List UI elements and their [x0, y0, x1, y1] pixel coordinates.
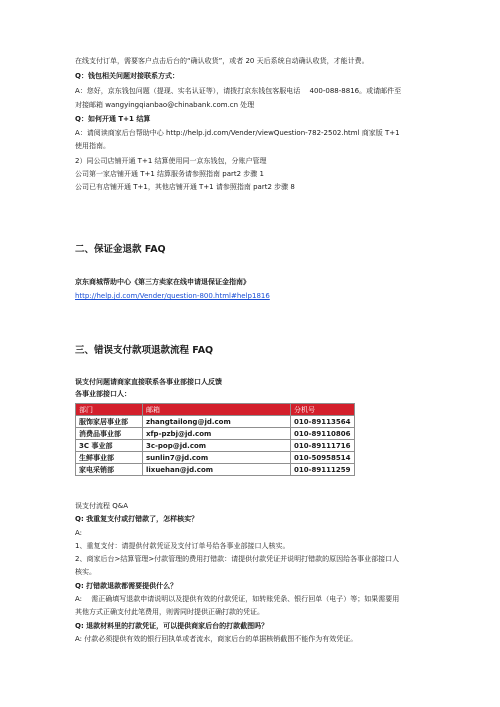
table-header-row: [76, 404, 355, 416]
header-email: 邮箱: [143, 404, 291, 416]
text-line: 对接邮箱 wangyingqianbao@chinabank.com.cn 处理: [75, 101, 255, 109]
cell-email: lixuehan@jd.com: [143, 464, 291, 476]
answer-line: A：您好，京东钱包问题（提现、实名认证等），请拨打京东钱包客服电话 400-088-8816。或请邮件至: [75, 87, 402, 95]
text-line: 1、重复支付：请提供付款凭证及支付订单号给各事业部接口人核实。: [75, 542, 290, 550]
text-line: 核实。: [75, 568, 96, 576]
cell-extension: 010-89113564: [291, 416, 355, 428]
text-line: 公司第一家店铺开通 T+1 结算服务请参照指南 part2 步骤 1: [75, 170, 264, 178]
answer-line: A: 需正确填写退款申请说明以及提供有效的付款凭证，如转账凭条、银行回单（电子）等；如果需要用: [75, 595, 400, 603]
header-extension: 分机号: [291, 404, 355, 416]
cell-email: xfp-pzbj@jd.com: [143, 428, 291, 440]
intro-line: 各事业部接口人：: [75, 390, 131, 398]
answer-line: A：请阅读商家后台帮助中心 http://help.jd.com/Vender/viewQuestion-782-2502.html 商家版 T+1: [75, 129, 400, 137]
cell-department: 生鲜事业部: [76, 452, 143, 464]
section-heading: 二、保证金退款 FAQ: [75, 244, 166, 255]
table-row: [76, 464, 355, 476]
table-row: [76, 416, 355, 428]
section-heading: 三、错误支付款项退款流程 FAQ: [75, 345, 214, 356]
cell-email: sunlin7@jd.com: [143, 452, 291, 464]
table-row: [76, 440, 355, 452]
table-row: [76, 452, 355, 464]
cell-department: 家电采销部: [76, 464, 143, 476]
cell-email: zhangtailong@jd.com: [143, 416, 291, 428]
question-line: Q: 退款材料里的打款凭证，可以提供商家后台的打款截图吗？: [75, 622, 269, 630]
help-subtitle: 京东商城帮助中心《第三方卖家在线申请退保证金指南》: [75, 278, 250, 286]
cell-department: 消费品事业部: [76, 428, 143, 440]
table-row: [76, 428, 355, 440]
answer-line: A:: [75, 529, 83, 537]
question-line: Q：钱包相关问题对接联系方式：: [75, 72, 179, 80]
answer-line: A: 付款必须提供有效的银行回执单或者流水，商家后台的单据核销截图不能作为有效凭证。: [75, 635, 358, 643]
question-line: Q：如何开通 T+1 结算: [75, 115, 151, 123]
cell-extension: 010-50958514: [291, 452, 355, 464]
cell-extension: 010-89110806: [291, 428, 355, 440]
text-line: 公司已有店铺开通 T+1，其他店铺开通 T+1 请参照指南 part2 步骤 8: [75, 183, 295, 191]
header-department: 部门: [76, 404, 143, 416]
contacts-table: [75, 403, 355, 476]
text-line: 在线支付订单，需要客户点击后台的“确认收货”，或者 20 天后系统自动确认收货，才能计费。: [75, 57, 369, 65]
qa-title: 误支付流程 Q&A: [75, 502, 128, 510]
text-line: 其他方式正确支付此笔费用，则需同时提供正确打款的凭证。: [75, 608, 264, 616]
text-line: 2、商家后台>结算管理>付款管理的费用打错款：请提供付款凭证并说明打错款的原因给各事业部接口人: [75, 555, 400, 563]
help-link[interactable]: http://help.jd.com/Vender/question-800.html#help1816: [75, 292, 270, 300]
cell-extension: 010-89111259: [291, 464, 355, 476]
cell-email: 3c-pop@jd.com: [143, 440, 291, 452]
cell-department: 服饰家居事业部: [76, 416, 143, 428]
question-line: Q: 打错款退款都需要提供什么？: [75, 582, 178, 590]
text-line: 使用指南。: [75, 142, 110, 150]
intro-line: 误支付问题请商家直接联系各事业部接口人反馈: [75, 378, 222, 386]
cell-extension: 010-89111716: [291, 440, 355, 452]
cell-department: 3C 事业部: [76, 440, 143, 452]
question-line: Q: 我重复支付或打错款了，怎样核实？: [75, 515, 199, 523]
text-line: 2）同公司店铺开通 T+1 结算使用同一京东钱包，分账户管理: [75, 157, 267, 165]
